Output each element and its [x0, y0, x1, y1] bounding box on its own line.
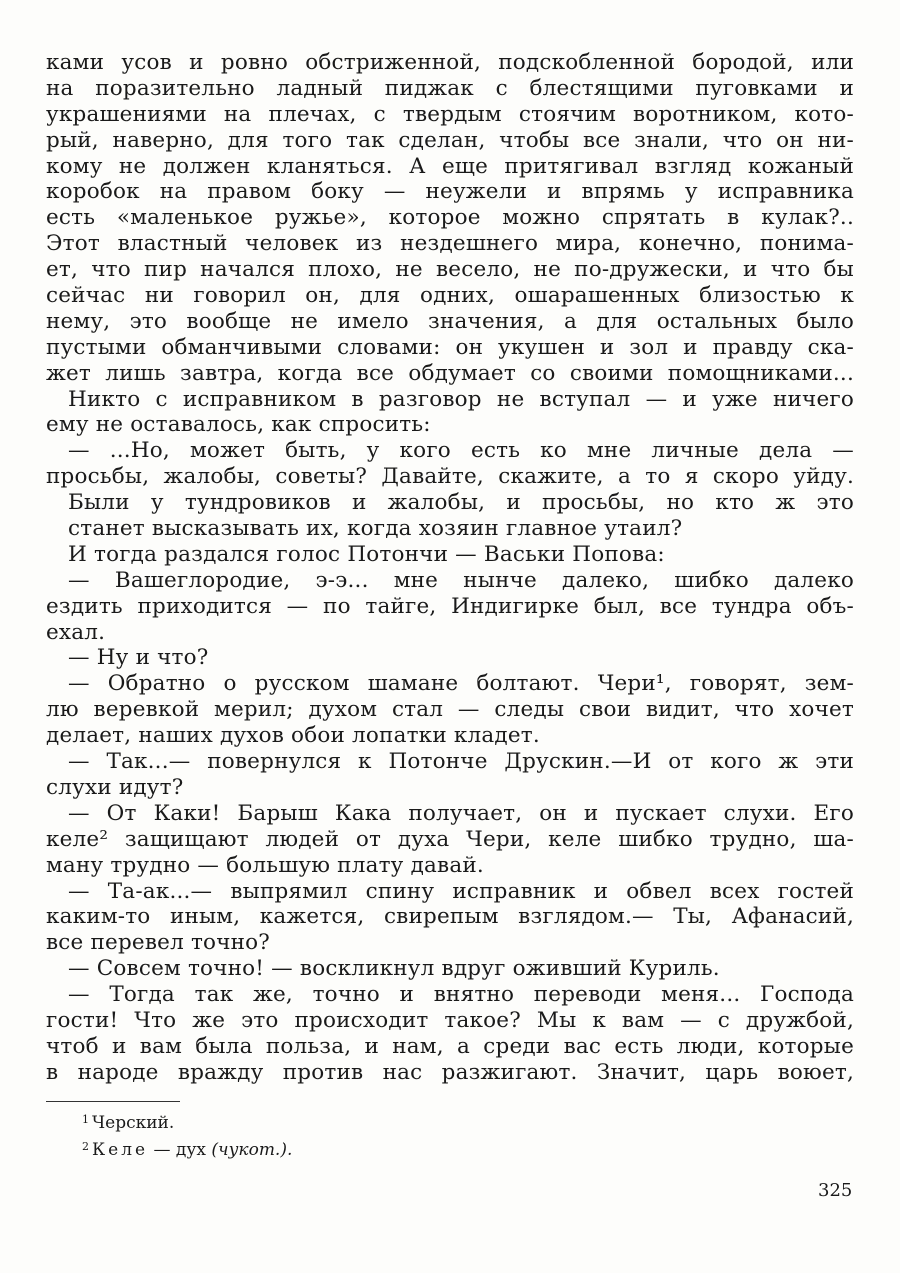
- text-line: гости! Что же это происходит такое? Мы к вам — с дружбой,: [46, 1007, 854, 1033]
- text-line: на поразительно ладный пиджак с блестящими пуговками и: [46, 75, 854, 101]
- footnote-1: [82, 1108, 292, 1135]
- text-line: нему, это вообще не имело значения, а для остальных было: [46, 308, 854, 334]
- text-line: Этот властный человек из нездешнего мира, конечно, понима-: [46, 231, 854, 257]
- text-line: Были у тундровиков и жалобы, и просьбы, но кто ж это: [68, 490, 854, 516]
- text-line: просьбы, жалобы, советы? Давайте, скажите, а то я скоро уйду.: [46, 464, 854, 490]
- footnote-2: [82, 1135, 292, 1162]
- footnotes: [82, 1108, 292, 1162]
- page-number: 325: [818, 1180, 853, 1201]
- text-line: ману трудно — большую плату давай.: [46, 852, 484, 878]
- text-line: ет, что пир начался плохо, не весело, не по-дружески, и что бы: [46, 257, 854, 283]
- footnote-text: Черский.: [92, 1113, 175, 1133]
- text-line: все перевел точно?: [46, 930, 271, 956]
- text-line: — Так...— повернулся к Потонче Друскин.—И от кого ж эти: [68, 749, 854, 775]
- text-line: — Та-ак...— выпрямил спину исправник и обвел всех гостей: [68, 878, 854, 904]
- footnote-marker: 2: [82, 1140, 89, 1153]
- footnote-marker: 1: [82, 1113, 89, 1126]
- text-line: И тогда раздался голос Потончи — Васьки Попова:: [68, 541, 665, 567]
- text-line: есть «маленькое ружье», которое можно спрятать в кулак?..: [46, 205, 854, 231]
- text-line: сейчас ни говорил он, для одних, ошарашенных близостью к: [46, 283, 854, 309]
- text-line: — Обратно о русском шамане болтают. Чери¹, говорят, зем-: [68, 671, 854, 697]
- text-line: — ...Но, может быть, у кого есть ко мне личные дела —: [68, 438, 854, 464]
- text-line: ками усов и ровно обстриженной, подскобленной бородой, или: [46, 50, 854, 75]
- text-line: — От Каки! Барыш Кака получает, он и пускает слухи. Его: [68, 800, 854, 826]
- text-line: — Тогда так же, точно и внятно переводи меня... Господа: [68, 982, 854, 1008]
- footnote-text: — дух: [148, 1140, 212, 1160]
- text-line: кому не должен кланяться. А еще притягивал взгляд кожаный: [46, 153, 854, 179]
- text-line: коробок на правом боку — неужели и впрямь у исправника: [46, 179, 854, 205]
- text-line: — Вашеглородие, э-э... мне нынче далеко, шибко далеко: [68, 567, 854, 593]
- text-line: ему не оставалось, как спросить:: [46, 412, 431, 438]
- text-line: ехал.: [46, 619, 106, 645]
- footnote-language-note: (чукот.).: [211, 1140, 293, 1160]
- text-line: — Совсем точно! — воскликнул вдруг оживший Куриль.: [68, 956, 720, 982]
- text-line: чтоб и вам была польза, и нам, а среди вас есть люди, которые: [46, 1033, 854, 1059]
- text-line: каким-то иным, кажется, свирепым взглядом.— Ты, Афанасий,: [46, 904, 854, 930]
- text-line: в народе вражду против нас разжигают. Значит, царь воюет,: [46, 1059, 854, 1085]
- footnote-term: Келе: [92, 1140, 149, 1160]
- footnote-divider: [46, 1101, 180, 1102]
- text-line: пустыми обманчивыми словами: он укушен и зол и правду ска-: [46, 334, 854, 360]
- text-line: украшениями на плечах, с твердым стоячим воротником, кото-: [46, 101, 854, 127]
- text-line: станет высказывать их, когда хозяин главное утаил?: [68, 516, 683, 542]
- text-line: Никто с исправником в разговор не вступал — и уже ничего: [68, 386, 854, 412]
- main-text-block: [46, 50, 854, 1086]
- text-line: делает, наших духов обои лопатки кладет.: [46, 723, 540, 749]
- text-line: жет лишь завтра, когда все обдумает со своими помощниками...: [46, 360, 854, 386]
- text-line: ездить приходится — по тайге, Индигирке был, все тундра объ-: [46, 593, 854, 619]
- text-line: рый, наверно, для того так сделан, чтобы все знали, что он ни-: [46, 127, 854, 153]
- text-line: — Ну и что?: [68, 645, 209, 671]
- text-line: лю веревкой мерил; духом стал — следы свои видит, что хочет: [46, 697, 854, 723]
- text-line: келе² защищают людей от духа Чери, келе шибко трудно, ша-: [46, 826, 854, 852]
- text-line: слухи идут?: [46, 774, 184, 800]
